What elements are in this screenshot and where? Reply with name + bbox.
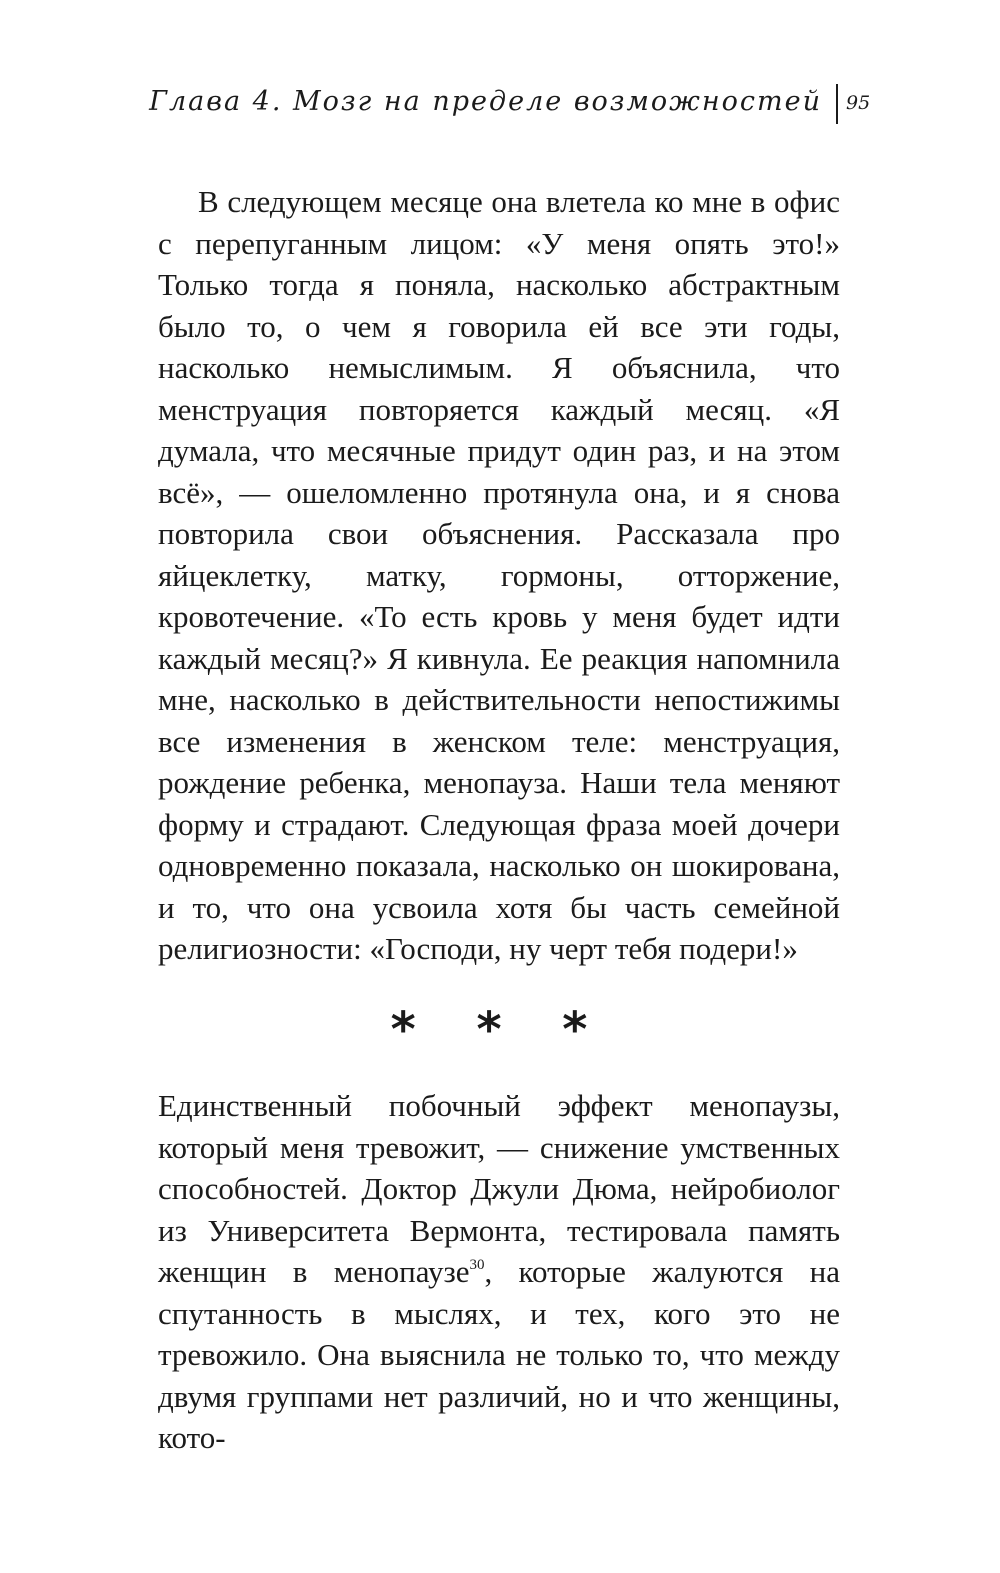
paragraph-2 [158,1085,840,1459]
running-header [0,78,1000,128]
section-separator: * * * [390,1002,610,1058]
paragraph-2-text-b: , которые жалуются на спутанность в мыслях, и тех, кого это не тревожило. Она выяснила не только то, что между двумя группами нет различий, но и что женщины, кото- [158,1254,840,1455]
page-number: 95 [846,92,871,114]
chapter-title: Глава 4. Мозг на пределе возможностей [149,86,822,117]
paragraph-1: В следующем месяце она влетела ко мне в офис с перепуганным лицом: «У меня опять это!» Только тогда я поняла, насколько абстрактным было то, о чем я говорила ей все эти годы, насколько немыслимым. Я объяснила, что менструация повторяется каждый месяц. «Я думала, что месячные придут один раз, и на этом всё», — ошеломленно протянула она, и я снова повторила свои объяснения. Рассказала про яйцеклетку, матку, гормоны, отторжение, кровотечение. «То есть кровь у меня будет идти каждый месяц?» Я кивнула. Ее реакция напомнила мне, насколько в действительности непостижимы все изменения в женском теле: менструация, рождение ребенка, менопауза. Наши тела меняют форму и страдают. Следующая фраза моей дочери одновременно показала, насколько он шокирована, и то, что она усвоила хотя бы часть семейной религиозности: «Господи, ну черт тебя подери!» [158,184,840,966]
header-divider [836,84,838,124]
footnote-reference[interactable]: 30 [469,1257,485,1273]
paragraph-2-text-a: Единственный побочный эффект менопаузы, который меня тревожит, — снижение умственных способностей. Доктор Джули Дюма, нейробиолог из Университета Вермонта, тестировала память женщин в менопаузе [158,1088,840,1289]
